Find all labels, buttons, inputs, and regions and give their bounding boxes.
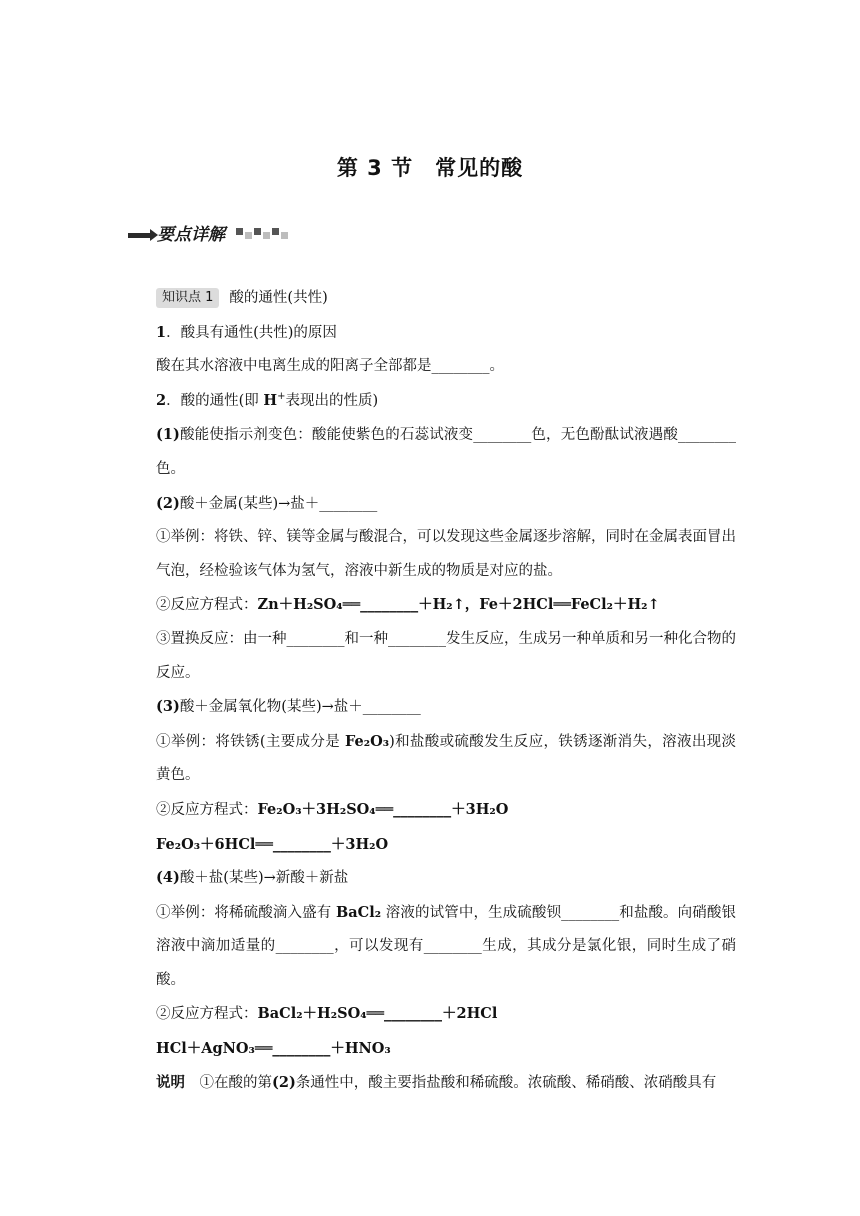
document-body: [156, 282, 736, 1100]
section-banner-label: 要点详解: [157, 225, 225, 245]
knowledge-point-title: 酸的通性(共性): [229, 290, 328, 306]
property-2: (2)酸＋金属(某些)→盐＋________: [156, 494, 378, 512]
property-2-equation: ②反应方程式：Zn＋H₂SO₄══________＋H₂↑，Fe＋2HCl══FeCl₂＋H₂↑: [156, 596, 660, 614]
property-4-equation-1: ②反应方程式：BaCl₂＋H₂SO₄══________＋2HCl: [156, 1005, 498, 1023]
section-banner: [128, 220, 298, 244]
property-2-substitution: ③置换反应：由一种________和一种________发生反应，生成另一种单质和另一种化合物的反应。: [156, 630, 736, 681]
note: 说明 ①在酸的第(2)条通性中，酸主要指盐酸和稀硫酸。浓硫酸、稀硝酸、浓硝酸具有: [156, 1073, 717, 1091]
property-3: (3)酸＋金属氧化物(某些)→盐＋________: [156, 698, 421, 716]
knowledge-point-badge: 知识点 1: [156, 288, 219, 308]
line-2: 酸在其水溶液中电离生成的阳离子全部都是________。: [156, 358, 504, 375]
property-1: (1)酸能使指示剂变色：酸能使紫色的石蕊试液变________色，无色酚酞试液遇酸________色。: [156, 426, 736, 477]
page-title: 第 3 节 常见的酸: [336, 156, 524, 180]
knowledge-point-heading: [156, 282, 736, 316]
line-1: 1．酸具有通性(共性)的原因: [156, 323, 337, 341]
property-4-example: ①举例：将稀硫酸滴入盛有 BaCl₂ 溶液的试管中，生成硫酸钡________和盐酸。向硝酸银溶液中滴加适量的________，可以发现有________生成，其成分是氯化银，同时生成了硝酸。: [156, 903, 736, 988]
property-2-example: ①举例：将铁、锌、镁等金属与酸混合，可以发现这些金属逐步溶解，同时在金属表面冒出气泡，经检验该气体为氢气，溶液中新生成的物质是对应的盐。: [156, 529, 736, 579]
line-3: 2．酸的通性(即 H+表现出的性质): [156, 390, 379, 409]
property-4-equation-2: HCl＋AgNO₃══________＋HNO₃: [156, 1040, 391, 1058]
property-3-example: ①举例：将铁锈(主要成分是 Fe₂O₃)和盐酸或硫酸发生反应，铁锈逐渐消失，溶液出现淡黄色。: [156, 732, 737, 784]
property-4: (4)酸＋盐(某些)→新酸＋新盐: [156, 869, 349, 887]
property-3-equation-1: ②反应方程式：Fe₂O₃＋3H₂SO₄══________＋3H₂O: [156, 800, 509, 818]
property-3-equation-2: Fe₂O₃＋6HCl══________＋3H₂O: [156, 835, 389, 853]
